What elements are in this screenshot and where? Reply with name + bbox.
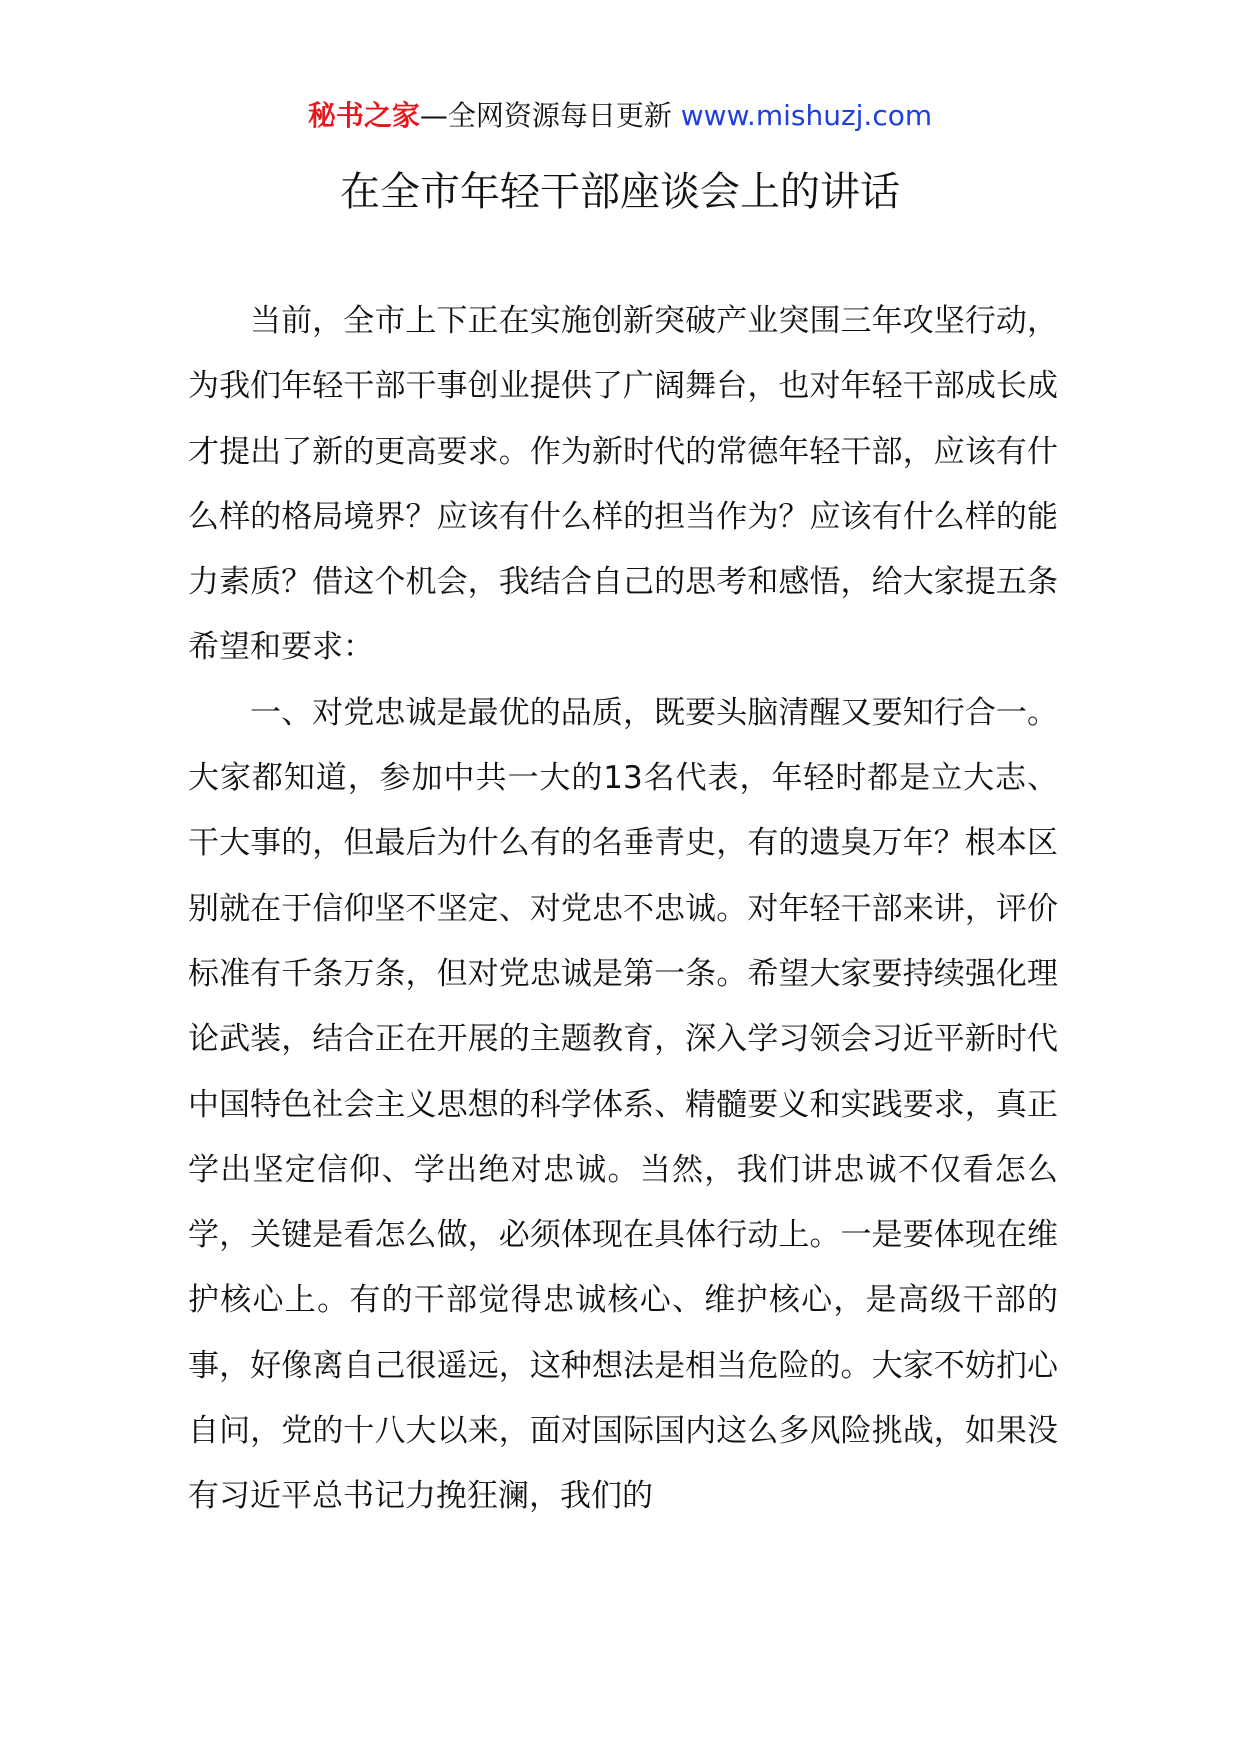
site-slogan: —全网资源每日更新 <box>419 99 681 132</box>
document-body <box>188 289 1058 1530</box>
paragraph-intro: 当前，全市上下正在实施创新突破产业突围三年攻坚行动，为我们年轻干部干事创业提供了广阔舞台，也对年轻干部成长成才提出了新的更高要求。作为新时代的常德年轻干部，应该有什么样的格局境界？应该有什么样的担当作为？应该有什么样的能力素质？借这个机会，我结合自己的思考和感悟，给大家提五条希望和要求： <box>188 303 1058 666</box>
site-header <box>0 96 1240 136</box>
site-brand: 秘书之家 <box>307 99 420 132</box>
site-url-link[interactable]: www.mishuzj.com <box>680 99 933 132</box>
document-title: 在全市年轻干部座谈会上的讲话 <box>340 169 900 215</box>
paragraph-section-one: 一、对党忠诚是最优的品质，既要头脑清醒又要知行合一。大家都知道，参加中共一大的13名代表，年轻时都是立大志、干大事的，但最后为什么有的名垂青史，有的遗臭万年？根本区别就在于信仰坚不坚定、对党忠不忠诚。对年轻干部来讲，评价标准有千条万条，但对党忠诚是第一条。希望大家要持续强化理论武装，结合正在开展的主题教育，深入学习领会习近平新时代中国特色社会主义思想的科学体系、精髓要义和实践要求，真正学出坚定信仰、学出绝对忠诚。当然，我们讲忠诚不仅看怎么学，关键是看怎么做，必须体现在具体行动上。一是要体现在维护核心上。有的干部觉得忠诚核心、维护核心，是高级干部的事，好像离自己很遥远，这种想法是相当危险的。大家不妨扪心自问，党的十八大以来，面对国际国内这么多风险挑战，如果没有习近平总书记力挽狂澜，我们的 <box>188 694 1058 1515</box>
